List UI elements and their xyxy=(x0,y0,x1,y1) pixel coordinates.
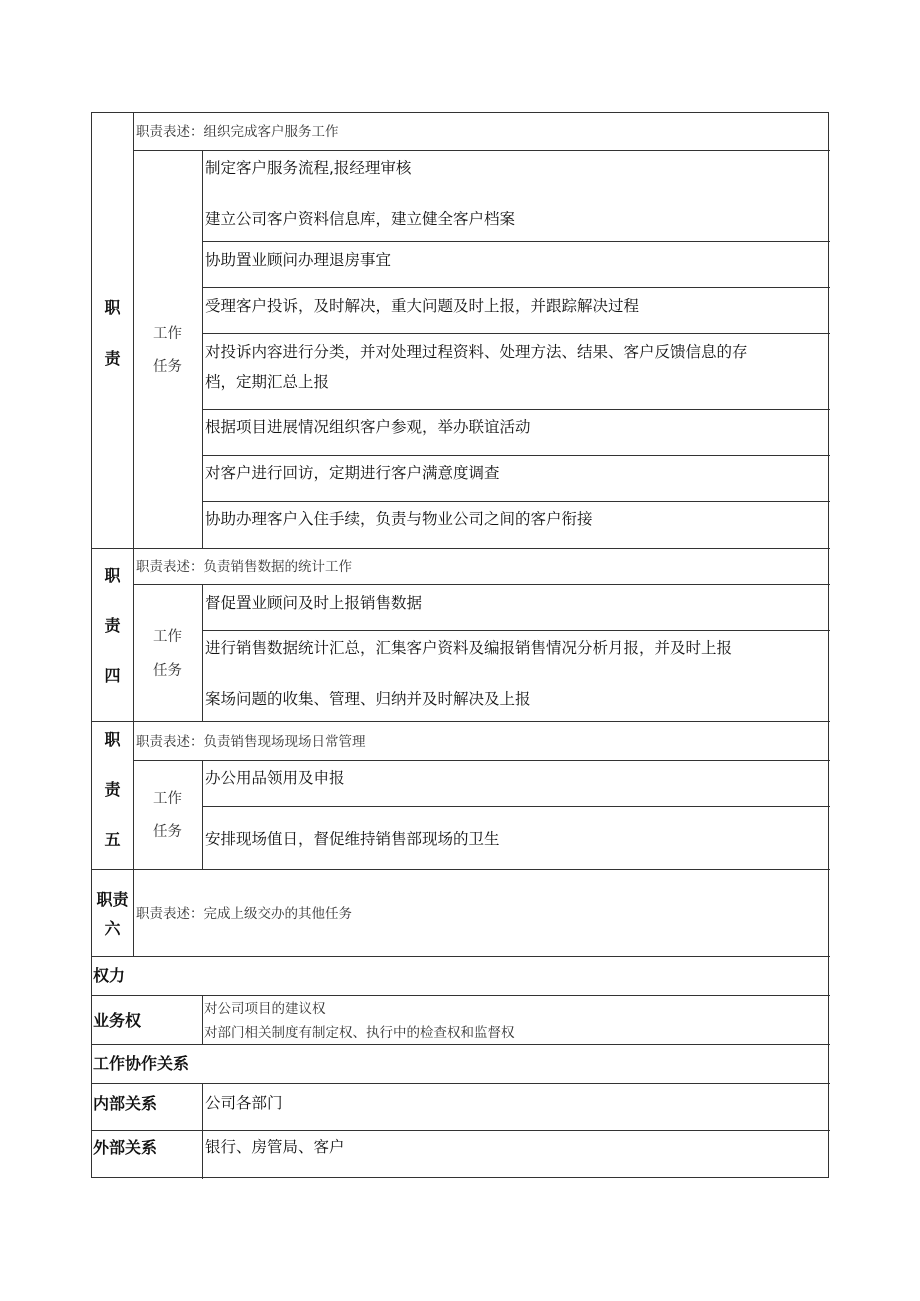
divider xyxy=(202,1084,203,1179)
duty3-task: 建立公司客户资料信息库，建立健全客户档案 xyxy=(205,210,516,228)
job-description-table xyxy=(91,112,829,1178)
duty5-label-char: 职 xyxy=(104,730,121,749)
business-authority-label: 业务权 xyxy=(93,1011,142,1030)
divider xyxy=(202,333,830,334)
divider xyxy=(202,806,830,807)
duty5-label-char: 责 xyxy=(104,780,121,799)
divider xyxy=(202,241,830,242)
internal-relations-label: 内部关系 xyxy=(93,1094,158,1113)
internal-relations-value: 公司各部门 xyxy=(205,1094,283,1112)
duty3-task: 根据项目进展情况组织客户参观，举办联谊活动 xyxy=(205,418,531,436)
authority-heading: 权力 xyxy=(93,966,126,985)
duty4-label-char: 四 xyxy=(104,666,121,685)
duty3-label-char: 责 xyxy=(104,349,121,368)
divider xyxy=(92,1083,830,1084)
duty4-description: 职责表述：负责销售数据的统计工作 xyxy=(136,559,352,575)
duty3-task: 协助置业顾问办理退房事宜 xyxy=(205,251,392,269)
duty3-task: 制定客户服务流程,报经理审核 xyxy=(205,159,412,177)
divider xyxy=(92,956,830,957)
external-relations-value: 银行、房管局、客户 xyxy=(205,1138,345,1156)
duty5-task-label: 工作 xyxy=(153,791,182,807)
divider xyxy=(202,585,203,721)
divider xyxy=(133,150,830,151)
divider xyxy=(202,455,830,456)
divider xyxy=(202,151,203,549)
divider xyxy=(92,995,830,996)
duty4-label-char: 职 xyxy=(104,566,121,585)
business-authority-item: 对部门相关制度有制定权、执行中的检查权和监督权 xyxy=(204,1025,515,1041)
duty4-label-char: 责 xyxy=(104,616,121,635)
duty3-task: 对客户进行回访，定期进行客户满意度调查 xyxy=(205,464,500,482)
duty6-label: 六 xyxy=(104,919,121,938)
duty3-description: 职责表述：组织完成客户服务工作 xyxy=(136,124,339,140)
duty5-task: 办公用品领用及申报 xyxy=(205,769,345,787)
duty3-task-label: 任务 xyxy=(153,359,182,375)
duty4-task: 进行销售数据统计汇总，汇集客户资料及编报销售情况分析月报，并及时上报 xyxy=(205,639,733,657)
duty5-description: 职责表述：负责销售现场现场日常管理 xyxy=(136,734,366,750)
duty5-label-char: 五 xyxy=(104,830,121,849)
duty4-task-label: 任务 xyxy=(153,663,182,679)
duty3-task-label: 工作 xyxy=(153,326,182,342)
duty4-task: 案场问题的收集、管理、归纳并及时解决及上报 xyxy=(205,690,531,708)
divider xyxy=(202,761,203,869)
external-relations-label: 外部关系 xyxy=(93,1138,158,1157)
duty3-task: 对投诉内容进行分类，并对处理过程资料、处理方法、结果、客户反馈信息的存 xyxy=(205,343,748,361)
divider xyxy=(202,996,203,1045)
divider xyxy=(133,584,830,585)
duty4-task-label: 工作 xyxy=(153,629,182,645)
relations-heading: 工作协作关系 xyxy=(93,1054,190,1073)
divider xyxy=(202,287,830,288)
divider xyxy=(92,869,830,870)
divider xyxy=(92,548,830,549)
divider xyxy=(133,760,830,761)
duty5-task-label: 任务 xyxy=(153,824,182,840)
duty3-label-char: 职 xyxy=(104,298,121,317)
duty3-task: 档，定期汇总上报 xyxy=(205,373,330,391)
divider xyxy=(92,1044,830,1045)
divider xyxy=(92,721,830,722)
duty4-task: 督促置业顾问及时上报销售数据 xyxy=(205,594,423,612)
divider xyxy=(202,409,830,410)
divider xyxy=(202,501,830,502)
business-authority-item: 对公司项目的建议权 xyxy=(204,1001,326,1017)
divider xyxy=(92,1130,830,1131)
duty6-description: 职责表述：完成上级交办的其他任务 xyxy=(136,906,352,922)
duty3-task: 受理客户投诉，及时解决，重大问题及时上报，并跟踪解决过程 xyxy=(205,297,640,315)
duty6-label: 职责 xyxy=(96,890,129,909)
duty3-task: 协助办理客户入住手续，负责与物业公司之间的客户衔接 xyxy=(205,510,593,528)
duty5-task: 安排现场值日，督促维持销售部现场的卫生 xyxy=(205,830,500,848)
divider xyxy=(202,630,830,631)
